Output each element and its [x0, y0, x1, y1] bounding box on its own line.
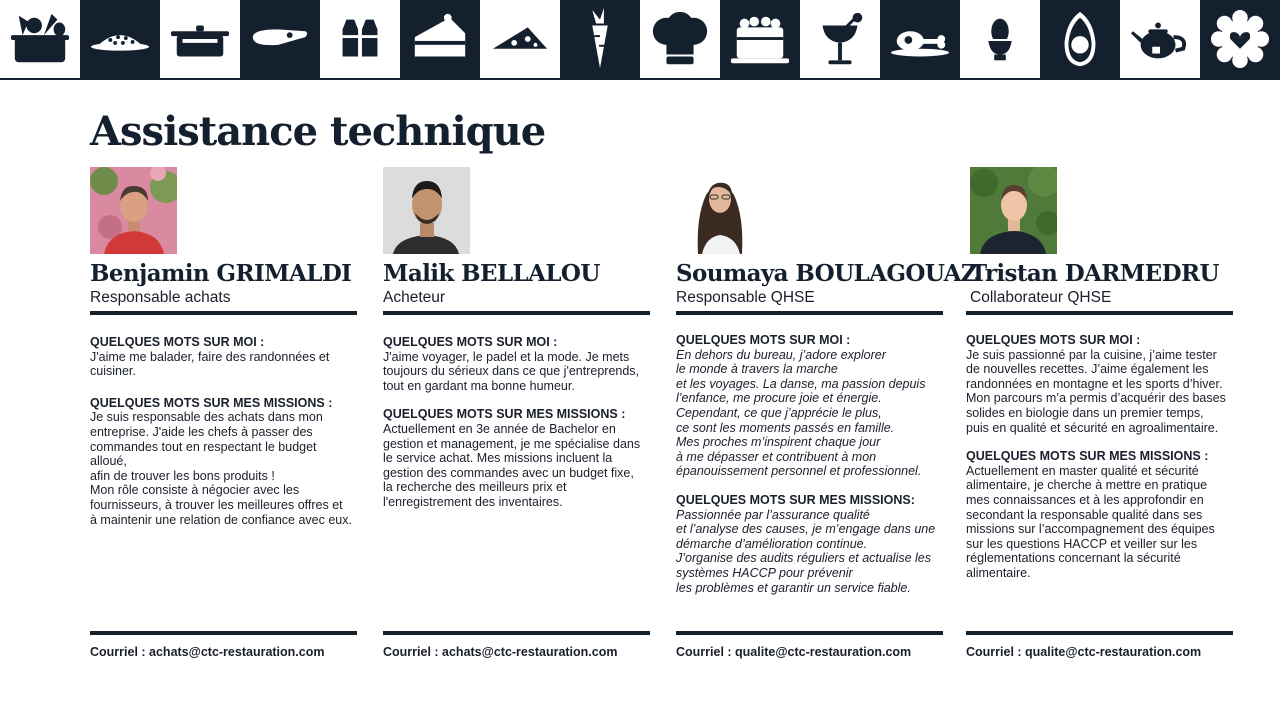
about-text: En dehors du bureau, j’adore explorer le monde à travers la marche et les voyages. La danse, ma passion depuis l’enfance, me procure joie et énergie. Cependant, ce que j’apprécie le plus, ce sont les moments passés en famille. Mes proches m’inspirent chaque jour à me dépasser et contribuent à mon épanouissement personnel et professionnel.: [676, 347, 926, 479]
ham-platter-icon: [880, 0, 960, 78]
cake-icon: [720, 0, 800, 78]
person-role: Collaborateur QHSE: [970, 289, 1112, 306]
profile-text: [676, 333, 938, 595]
divider: [676, 311, 943, 315]
missions-heading: QUELQUES MOTS SUR MES MISSIONS:: [676, 492, 915, 507]
person-role: Responsable QHSE: [676, 289, 815, 306]
divider: [383, 311, 650, 315]
person-name: Malik BELLALOU: [383, 260, 600, 287]
missions-text: Je suis responsable des achats dans mon entreprise. J'aide les chefs à passer des commandes tout en respectant le budget alloué, afin de trouver les bons produits ! Mon rôle consiste à négocier avec les fournisseurs, à trouver les meilleures offres et à maintenir une relation de confiance avec eux.: [90, 410, 352, 527]
divider: [676, 631, 943, 635]
person-name: Tristan DARMEDRU: [970, 260, 1219, 287]
missions-text: Passionnée par l’assurance qualité et l’analyse des causes, je m’engage dans une démarche d’amélioration continue. J’organise des audits réguliers et actualise les systèmes HACCP pour prévenir les problèmes et garantir un service fiable.: [676, 507, 936, 595]
chef-hat-icon: [640, 0, 720, 78]
cooking-pot-icon: [160, 0, 240, 78]
email-contact: Courriel : achats@ctc-restauration.com: [383, 645, 618, 659]
about-heading: QUELQUES MOTS SUR MOI :: [966, 333, 1141, 347]
salt-pepper-icon: [320, 0, 400, 78]
heart-badge-icon: [1200, 0, 1280, 78]
page-title: Assistance technique: [90, 108, 546, 155]
about-heading: QUELQUES MOTS SUR MOI :: [383, 335, 558, 349]
pizza-slice-icon: [480, 0, 560, 78]
cocktail-icon: [800, 0, 880, 78]
email-contact: Courriel : qualite@ctc-restauration.com: [966, 645, 1202, 659]
divider: [383, 631, 650, 635]
email-contact: Courriel : qualite@ctc-restauration.com: [676, 645, 912, 659]
pasta-plate-icon: [80, 0, 160, 78]
missions-heading: QUELQUES MOTS SUR MES MISSIONS :: [383, 407, 626, 422]
about-text: Je suis passionné par la cuisine, j’aime tester de nouvelles recettes. J’aime également les randonnées en montagne et les sports d’hiver. Mon parcours m’a permis d’acquérir des bases solides en biologie dans un premier temps, puis en qualité et sécurité en agroalimentaire.: [966, 347, 1226, 435]
egg-cup-icon: [960, 0, 1040, 78]
about-text: J'aime me balader, faire des randonnées et cuisiner.: [90, 349, 330, 379]
cake-slice-icon: [400, 0, 480, 78]
profile-photo: [90, 167, 177, 254]
missions-text: Actuellement en 3e année de Bachelor en gestion et management, je me spécialise dans le service achat. Mes missions incluent la gestion des commandes avec un budget fixe, la recherche des meilleurs prix et l'enregistrement des inventaires.: [383, 421, 641, 509]
person-role: Acheteur: [383, 289, 446, 306]
email-contact: Courriel : achats@ctc-restauration.com: [90, 645, 325, 659]
profile-card-tristan: [966, 167, 1234, 667]
profile-card-soumaya: [676, 167, 978, 667]
person-role: Responsable achats: [90, 289, 231, 306]
profile-photo: [676, 167, 763, 254]
divider: [90, 311, 357, 315]
divider: [966, 631, 1233, 635]
divider: [966, 311, 1233, 315]
profile-text: [383, 335, 645, 510]
missions-heading: QUELQUES MOTS SUR MES MISSIONS :: [966, 449, 1209, 464]
person-name: Benjamin GRIMALDI: [90, 260, 352, 287]
divider: [90, 631, 357, 635]
missions-heading: QUELQUES MOTS SUR MES MISSIONS :: [90, 395, 333, 410]
about-text: J'aime voyager, le padel et la mode. Je mets toujours du sérieux dans ce que j'entreprends, tout en gardant ma bonne humeur.: [383, 349, 640, 393]
about-heading: QUELQUES MOTS SUR MOI :: [90, 335, 265, 349]
person-name: Soumaya BOULAGOUAZ: [676, 260, 978, 287]
vegetable-basket-icon: [0, 0, 80, 78]
profile-card-malik: [383, 167, 651, 667]
profile-text: [90, 335, 352, 527]
cutting-board-icon: [240, 0, 320, 78]
profile-text: [966, 333, 1228, 581]
missions-text: Actuellement en master qualité et sécurité alimentaire, je cherche à mettre en pratique mes connaissances et à les approfondir en secondant la responsable qualité dans ses missions sur l’accompagnement des équipes sur les questions HACCP et veiller sur les réglementations concernant la sécurité alimentaire.: [966, 463, 1215, 580]
profile-photo: [383, 167, 470, 254]
profile-photo: [970, 167, 1057, 254]
profile-card-benjamin: [90, 167, 358, 667]
teapot-icon: [1120, 0, 1200, 78]
icon-banner: [0, 0, 1280, 80]
about-heading: QUELQUES MOTS SUR MOI :: [676, 333, 851, 347]
carrot-icon: [560, 0, 640, 78]
avocado-icon: [1040, 0, 1120, 78]
